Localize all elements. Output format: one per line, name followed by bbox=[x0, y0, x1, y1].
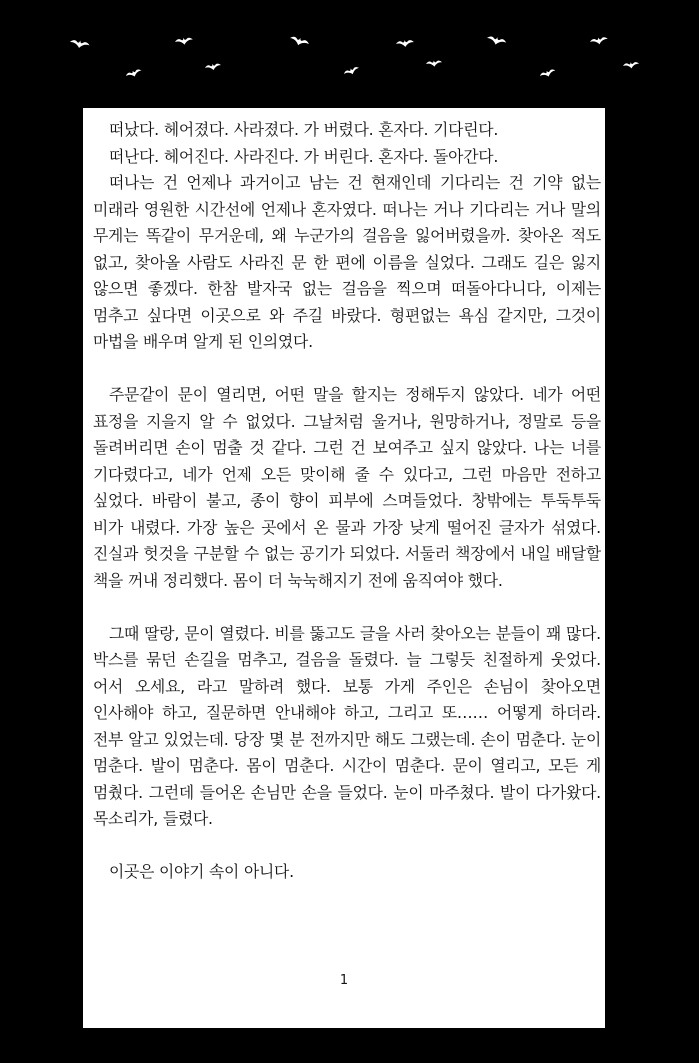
paragraph: 주문같이 문이 열리면, 어떤 말을 할지는 정해두지 않았다. 네가 어떤 표정을 지을지 알 수 없었다. 그날처럼 울거나, 원망하거나, 정말로 등을 돌려버리면 손이 멈출 것 같다. 그런 건 보여주고 싶지 않았다. 나는 너를 기다렸다고, 네가 언제 오든 맞이해 줄 수 있다고, 그런 마음만 전하고 싶었다. 바람이 불고, 종이 향이 피부에 스며들었다. 창밖에는 투둑투둑 비가 내렸다. 가장 높은 곳에서 온 물과 가장 낮게 떨어진 글자가 섞였다. 진실과 헛것을 구분할 수 없는 공기가 되었다. 서둘러 책장에서 내일 배달할 책을 꺼내 정리했다. 몸이 더 눅눅해지기 전에 움직여야 했다. bbox=[93, 385, 601, 590]
paragraph: 이곳은 이야기 속이 아니다. bbox=[109, 862, 294, 881]
bat-icon bbox=[205, 63, 222, 72]
bat-icon bbox=[175, 37, 194, 46]
bat-icon bbox=[486, 35, 507, 47]
bat-icon bbox=[125, 68, 142, 79]
bat-icon bbox=[343, 65, 360, 77]
bat-icon bbox=[396, 39, 415, 48]
paragraph: 떠난다. 헤어진다. 사라진다. 가 버린다. 혼자다. 돌아간다. bbox=[109, 146, 499, 166]
paragraph: 떠나는 건 언제나 과거이고 남는 건 현재인데 기다리는 건 기약 없는 미래라 영원한 시간선에 언제나 혼자였다. 떠나는 거나 기다리는 거나 말의 무게는 똑같이 무거운데, 왜 누군가의 걸음을 잃어버렸을까. 찾아온 적도 없고, 찾아올 사람도 사라진 문 한 편에 이름을 실었다. 그래도 길은 잃지 않으면 좋겠다. 한참 발자국 없는 걸음을 찍으며 떠돌아다니다, 이제는 멈추고 싶다면 이곳으로 와 주길 바랐다. 형편없는 욕심 같지만, 그것이 마법을 배우며 알게 된 인의였다. bbox=[93, 173, 601, 351]
paragraph: 그때 딸랑, 문이 열렸다. 비를 뚫고도 글을 사러 찾아오는 분들이 꽤 많다. 박스를 묶던 손길을 멈추고, 걸음을 돌렸다. 늘 그렇듯 친절하게 웃었다. 어서 오세요, 라고 말하려 했다. 보통 가게 주인은 손님이 찾아오면 인사해야 하고, 질문하면 안내해야 하고, 그리고 또…… 어떻게 하더라. 전부 알고 있었는데. 당장 몇 분 전까지만 해도 그랬는데. 손이 멈춘다. 눈이 멈춘다. 발이 멈춘다. 몸이 멈춘다. 시간이 멈춘다. 문이 열리고, 모든 게 멈췄다. 그런데 들어온 손님만 손을 들었다. 눈이 마주쳤다. 발이 다가왔다. 목소리가, 들렸다. bbox=[93, 623, 601, 828]
bat-icon bbox=[289, 35, 310, 48]
page-number: 1 bbox=[339, 973, 349, 988]
paragraph: 떠났다. 헤어졌다. 사라졌다. 가 버렸다. 혼자다. 기다린다. bbox=[109, 120, 499, 139]
bat-icon bbox=[589, 36, 608, 46]
story-text bbox=[93, 117, 601, 886]
bat-icon bbox=[623, 61, 640, 69]
flying-bats-decoration bbox=[0, 0, 699, 95]
document-page bbox=[83, 108, 605, 1028]
bat-icon bbox=[539, 68, 556, 79]
bat-icon bbox=[426, 60, 443, 68]
bat-icon bbox=[69, 39, 90, 50]
